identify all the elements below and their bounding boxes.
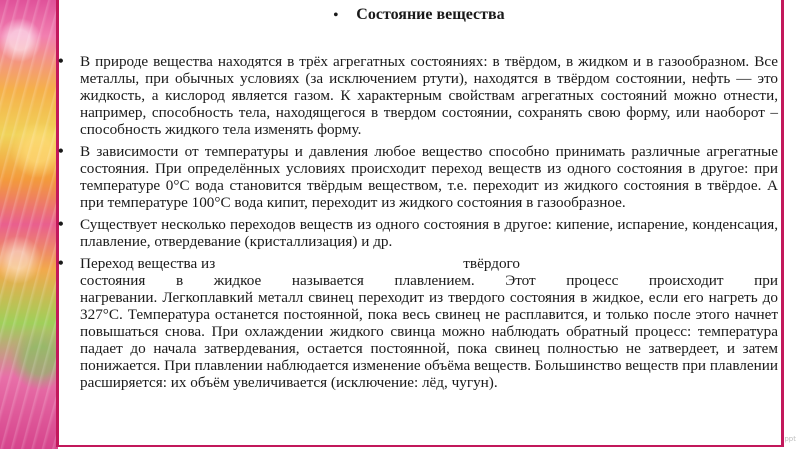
paragraph-4-line-1b: твёрдого (463, 255, 520, 272)
bullet-icon: • (58, 53, 64, 70)
title-text: Состояние вещества (356, 6, 505, 23)
decorative-floral-strip (0, 0, 58, 449)
watermark-logo: ppt (784, 435, 796, 443)
paragraph-4-rest: нагревании. Легкоплавкий металл свинец переходит из твердого состояния в жидкое, если его нагреть до 327°С. Температура останется постоянной, пока весь свинец не расплавится, и только после этого начнет повышаться снова. При охлаждении жидкого свинца можно наблюдать обратный процесс: температура падает до начала затвердевания, остается постоянной, пока свинец полностью не затвердеет, и затем понижается. При плавлении наблюдается изменение объёма веществ. Большинство веществ при плавлении расширяется: их объём увеличивается (исключение: лёд, чугун). (80, 289, 778, 391)
paragraph-4-line-2: состояния в жидкое называется плавлением. Этот процесс происходит при (80, 272, 778, 289)
paragraph-4-line-1 (80, 255, 520, 272)
bullet-icon: • (58, 216, 64, 233)
bullet-icon: • (58, 255, 64, 272)
slide-content (58, 4, 780, 396)
paragraph-3 (58, 216, 780, 250)
slide-title (58, 4, 780, 27)
bullet-icon: • (58, 143, 64, 160)
paragraph-4-line-1a: Переход вещества из (80, 255, 216, 272)
paragraph-1-text: В природе вещества находятся в трёх агрегатных состояниях: в твёрдом, в жидком и в газообразном. Все металлы, при обычных условиях (за исключением ртути), находятся в твёрдом состоянии, нефть — это жидкость, а кислород является газом. К характерным свойствам агрегатных состояний можно отнести, например, способность тела, находящегося в твердом состоянии, сохранять свою форму, или наоборот – способность жидкого тела изменять форму. (80, 53, 778, 138)
paragraph-list (58, 53, 780, 391)
paragraph-1 (58, 53, 780, 138)
title-bullet: • (333, 8, 339, 23)
paragraph-3-text: Существует несколько переходов веществ из одного состояния в другое: кипение, испарение, конденсация, плавление, отвердевание (кристаллизация) и др. (80, 216, 778, 250)
paragraph-2-text: В зависимости от температуры и давления любое вещество способно принимать различные агрегатные состояния. При определённых условиях происходит переход веществ из одного состояния в другое: при температуре 0°С вода становится твёрдым веществом, т.е. переходит из жидкого состояния в твёрдое. А при температуре 100°С вода кипит, переходит из жидкого состояния в газообразное. (80, 143, 778, 211)
paragraph-2 (58, 143, 780, 211)
paragraph-4 (58, 255, 780, 391)
